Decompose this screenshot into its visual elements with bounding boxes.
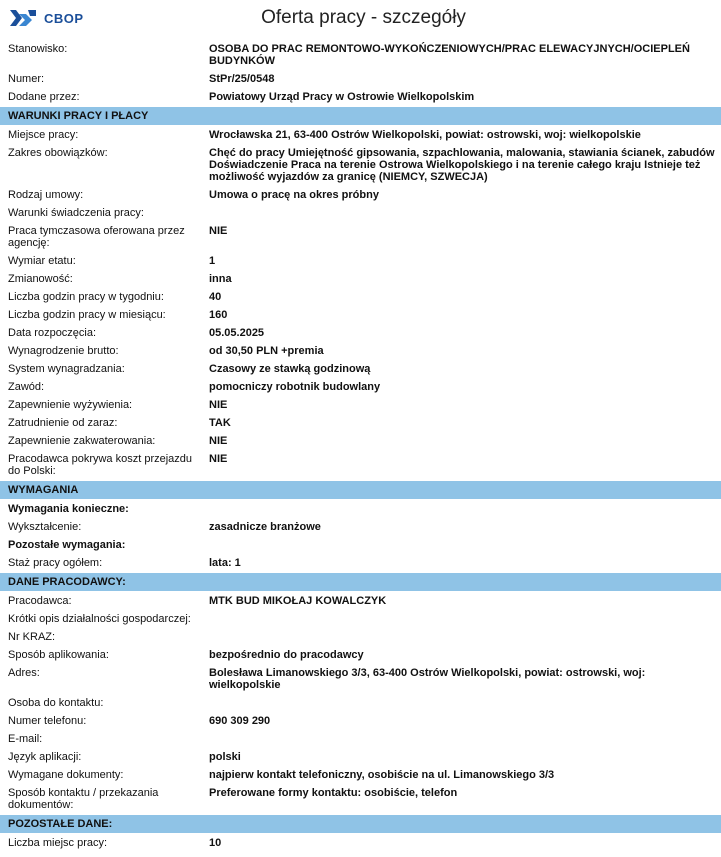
detail-row — [0, 306, 721, 324]
detail-row — [0, 342, 721, 360]
detail-label: Krótki opis działalności gospodarczej: — [8, 613, 191, 625]
detail-value: 05.05.2025 — [209, 327, 265, 339]
detail-label: Zatrudnienie od zaraz: — [8, 417, 118, 429]
detail-label: Liczba godzin pracy w tygodniu: — [8, 291, 164, 303]
detail-value: StPr/25/0548 — [209, 73, 275, 85]
detail-row — [0, 712, 721, 730]
detail-label: Język aplikacji: — [8, 751, 82, 763]
detail-row — [0, 378, 721, 396]
detail-label: Zawód: — [8, 381, 45, 393]
detail-row — [0, 610, 721, 628]
detail-value: bezpośrednio do pracodawcy — [209, 649, 364, 661]
detail-value — [200, 613, 721, 625]
detail-row — [0, 40, 721, 70]
detail-label: Pracodawca: — [8, 595, 72, 607]
section-pozostale: POZOSTAŁE DANE: — [0, 815, 721, 833]
detail-row — [0, 518, 721, 536]
detail-label: Staż pracy ogółem: — [8, 557, 103, 569]
detail-value: Wrocławska 21, 63-400 Ostrów Wielkopolski, powiat: ostrowski, woj: wielkopolskie — [209, 129, 641, 141]
detail-value — [200, 631, 721, 643]
detail-label: Osoba do kontaktu: — [8, 697, 104, 709]
detail-label: Adres: — [8, 667, 40, 679]
general-info — [0, 40, 721, 106]
warunki-list — [0, 126, 721, 480]
detail-row — [0, 834, 721, 852]
detail-value: najpierw kontakt telefoniczny, osobiście na ul. Limanowskiego 3/3 — [209, 769, 555, 781]
detail-value: 10 — [209, 837, 222, 849]
detail-label: Miejsce pracy: — [8, 129, 79, 141]
detail-label: Wykształcenie: — [8, 521, 82, 533]
pracodawca-list — [0, 592, 721, 814]
detail-label: Zapewnienie zakwaterowania: — [8, 435, 156, 447]
detail-row — [0, 144, 721, 186]
detail-value: Bolesława Limanowskiego 3/3, 63-400 Ostrów Wielkopolski, powiat: ostrowski, woj: wielkopolskie — [209, 667, 646, 691]
detail-value: Czasowy ze stawką godzinową — [209, 363, 371, 375]
section-warunki: WARUNKI PRACY I PŁACY — [0, 107, 721, 125]
detail-row — [0, 664, 721, 694]
detail-label: Dodane przez: — [8, 91, 80, 103]
section-wymagania: WYMAGANIA — [0, 481, 721, 499]
wymagania-pozostale-list — [0, 554, 721, 572]
pozostale-list — [0, 834, 721, 852]
detail-row — [0, 748, 721, 766]
detail-value: lata: 1 — [209, 557, 241, 569]
page-header — [0, 0, 721, 40]
detail-value: NIE — [209, 435, 228, 447]
detail-label: E-mail: — [8, 733, 43, 745]
detail-value: zasadnicze branżowe — [209, 521, 321, 533]
detail-label: System wynagradzania: — [8, 363, 125, 375]
detail-row — [0, 766, 721, 784]
detail-value: pomocniczy robotnik budowlany — [209, 381, 381, 393]
detail-value: polski — [209, 751, 241, 763]
section-pracodawca: DANE PRACODAWCY: — [0, 573, 721, 591]
detail-label: Zmianowość: — [8, 273, 73, 285]
detail-value: 160 — [209, 309, 228, 321]
detail-label: Liczba godzin pracy w miesiącu: — [8, 309, 166, 321]
detail-label: Numer telefonu: — [8, 715, 87, 727]
detail-value: 690 309 290 — [209, 715, 271, 727]
detail-row — [0, 694, 721, 712]
detail-value: NIE — [209, 453, 228, 465]
detail-row — [0, 646, 721, 664]
detail-row — [0, 432, 721, 450]
detail-row — [0, 554, 721, 572]
detail-row — [0, 70, 721, 88]
detail-label: Stanowisko: — [8, 43, 68, 55]
detail-label: Pracodawca pokrywa koszt przejazdu do Polski: — [8, 453, 193, 477]
detail-row — [0, 324, 721, 342]
page-title: Oferta pracy - szczegóły — [261, 7, 466, 28]
detail-row — [0, 88, 721, 106]
offer-details — [0, 40, 721, 852]
detail-value: Preferowane formy kontaktu: osobiście, telefon — [209, 787, 458, 799]
detail-label: Numer: — [8, 73, 45, 85]
detail-value: Umowa o pracę na okres próbny — [209, 189, 379, 201]
detail-value: NIE — [209, 399, 228, 411]
detail-label: Zakres obowiązków: — [8, 147, 108, 159]
detail-label: Liczba miejsc pracy: — [8, 837, 108, 849]
detail-value — [200, 697, 721, 709]
detail-value: Chęć do pracy Umiejętność gipsowania, szpachlowania, malowania, stawiania ścianek, zabudów Doświadczenie Praca na terenie Ostrowa Wielkopolskiego i na terenie całego kraju Istnieje też możliwość wyjazdów za granicę (NIEMCY, SZWECJA) — [209, 147, 715, 183]
detail-row — [0, 204, 721, 222]
detail-row — [0, 270, 721, 288]
detail-row — [0, 396, 721, 414]
detail-label: Wynagrodzenie brutto: — [8, 345, 119, 357]
detail-row — [0, 126, 721, 144]
detail-row — [0, 592, 721, 610]
detail-label: Data rozpoczęcia: — [8, 327, 97, 339]
detail-value: NIE — [209, 225, 228, 237]
wymagania-pozostale-heading: Pozostałe wymagania: — [8, 539, 126, 551]
detail-row — [0, 222, 721, 252]
detail-row — [0, 252, 721, 270]
detail-value: Powiatowy Urząd Pracy w Ostrowie Wielkopolskim — [209, 91, 475, 103]
detail-row — [0, 784, 721, 814]
detail-label: Rodzaj umowy: — [8, 189, 84, 201]
detail-label: Sposób aplikowania: — [8, 649, 109, 661]
detail-row — [0, 360, 721, 378]
detail-row — [0, 288, 721, 306]
wymagania-konieczne-list — [0, 518, 721, 536]
detail-label: Wymagane dokumenty: — [8, 769, 124, 781]
detail-value: OSOBA DO PRAC REMONTOWO-WYKOŃCZENIOWYCH/PRAC ELEWACYJNYCH/OCIEPLEŃ BUDYNKÓW — [209, 43, 690, 67]
detail-value: inna — [209, 273, 232, 285]
detail-row — [0, 628, 721, 646]
detail-value: 1 — [209, 255, 216, 267]
detail-label: Sposób kontaktu / przekazania dokumentów: — [8, 787, 159, 811]
detail-label: Praca tymczasowa oferowana przez agencję: — [8, 225, 185, 249]
detail-value: od 30,50 PLN +premia — [209, 345, 324, 357]
wymagania-konieczne-heading: Wymagania konieczne: — [8, 503, 129, 515]
detail-row — [0, 450, 721, 480]
detail-row — [0, 186, 721, 204]
detail-row — [0, 730, 721, 748]
detail-value — [200, 207, 721, 219]
detail-label: Zapewnienie wyżywienia: — [8, 399, 133, 411]
detail-value: 40 — [209, 291, 222, 303]
detail-value — [200, 733, 721, 745]
detail-label: Nr KRAZ: — [8, 631, 56, 643]
detail-value: TAK — [209, 417, 231, 429]
detail-value: MTK BUD MIKOŁAJ KOWALCZYK — [209, 595, 387, 607]
detail-label: Wymiar etatu: — [8, 255, 76, 267]
logo-text: CBOP — [44, 10, 84, 26]
detail-row — [0, 414, 721, 432]
detail-label: Warunki świadczenia pracy: — [8, 207, 144, 219]
